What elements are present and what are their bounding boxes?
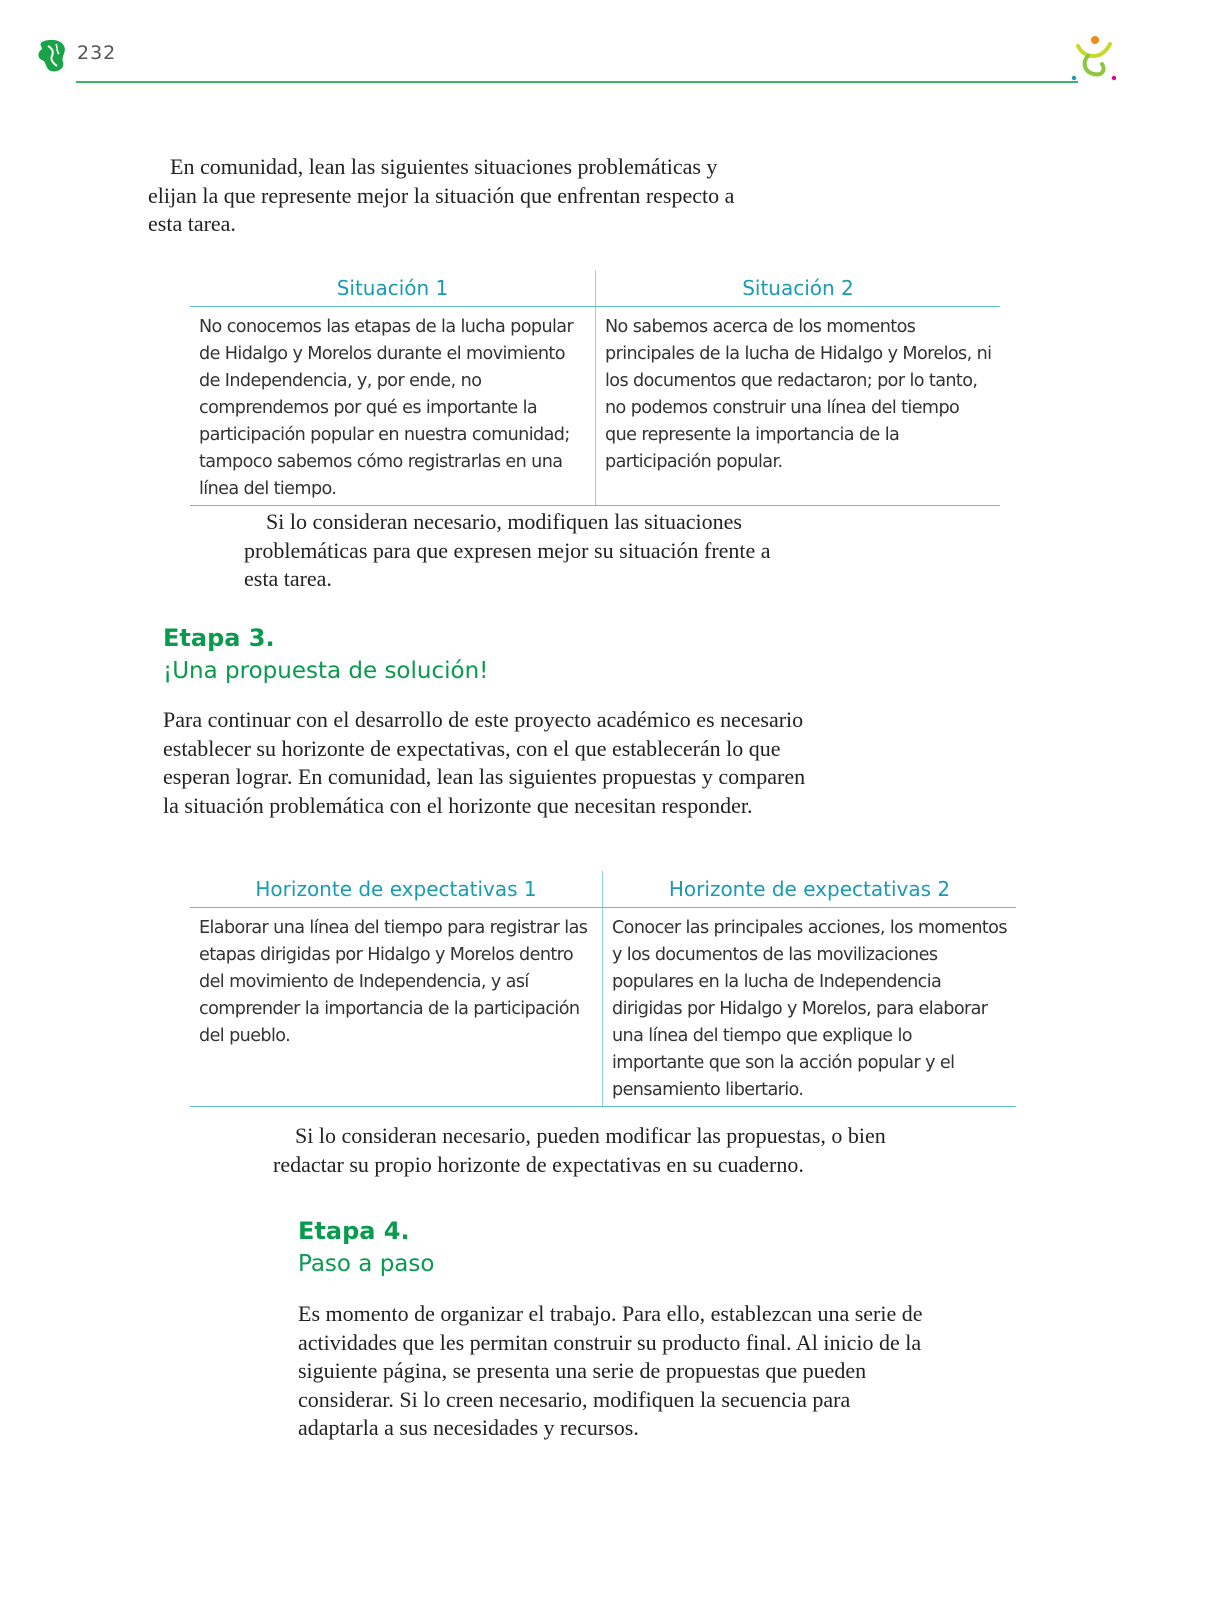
stage-4-heading — [298, 1215, 434, 1281]
situation-1-header: Situación 1 — [190, 270, 596, 307]
situation-1-text: No conocemos las etapas de la lucha popular de Hidalgo y Morelos durante el movimiento de Independencia, y, por ende, no comprendemos por qué es importante la participación popular en nuestra comunidad; tampoco sabemos cómo registrarlas en una línea del tiempo. — [190, 307, 596, 506]
page-number: 232 — [77, 42, 117, 64]
intro-paragraph: En comunidad, lean las siguientes situaciones problemáticas y elijan la que represente mejor la situación que enfrentan respecto a esta tarea. — [148, 154, 735, 236]
stage-3-title: ¡Una propuesta de solución! — [163, 658, 489, 684]
header-divider — [76, 81, 1078, 83]
expectations-2-text: Conocer las principales acciones, los momentos y los documentos de las movilizaciones populares en la lucha de Independencia dirigidas por Hidalgo y Morelos, para elaborar una línea del tiempo que explique lo importante que son la acción popular y el pensamiento libertario. — [603, 908, 1017, 1107]
situations-note: Si lo consideran necesario, modifiquen las situaciones problemáticas para que expresen mejor su situación frente a esta tarea. — [244, 509, 771, 591]
situation-2-text: No sabemos acerca de los momentos principales de la lucha de Hidalgo y Morelos, ni los documentos que redactaron; por lo tanto, no podemos construir una línea del tiempo que represente la importancia de la participación popular. — [596, 307, 1001, 506]
stage-4-paragraph: Es momento de organizar el trabajo. Para ello, establezcan una serie de actividades que les permitan construir su producto final. Al inicio de la siguiente página, se presenta una serie de propuestas que pueden considerar. Si lo creen necesario, modifiquen la secuencia para adaptarla a sus necesidades y recursos. — [298, 1301, 923, 1440]
stage-3-paragraph: Para continuar con el desarrollo de este proyecto académico es necesario establecer su horizonte de expectativas, con el que establecerán lo que esperan lograr. En comunidad, lean las siguientes propuestas y comparen la situación problemática con el horizonte que necesitan responder. — [163, 707, 806, 818]
expectations-table — [190, 871, 1016, 1107]
situation-2-header: Situación 2 — [596, 270, 1001, 307]
stage-3-heading — [163, 622, 488, 688]
situations-table — [190, 270, 1000, 506]
expectations-2-header: Horizonte de expectativas 2 — [603, 871, 1017, 908]
stage-3-number: Etapa 3. — [163, 624, 275, 652]
expectations-1-header: Horizonte de expectativas 1 — [190, 871, 603, 908]
expectations-1-text: Elaborar una línea del tiempo para registrar las etapas dirigidas por Hidalgo y Morelos dentro del movimiento de Independencia, y así comprender la importancia de la participación del pueblo. — [190, 908, 603, 1107]
expectations-note: Si lo consideran necesario, pueden modificar las propuestas, o bien redactar su propio horizonte de expectativas en su cuaderno. — [273, 1123, 886, 1177]
stage-4-title: Paso a paso — [298, 1251, 435, 1277]
colorful-figure-logo-icon — [1068, 34, 1118, 84]
green-leaf-logo-icon — [36, 38, 68, 74]
stage-4-number: Etapa 4. — [298, 1217, 410, 1245]
